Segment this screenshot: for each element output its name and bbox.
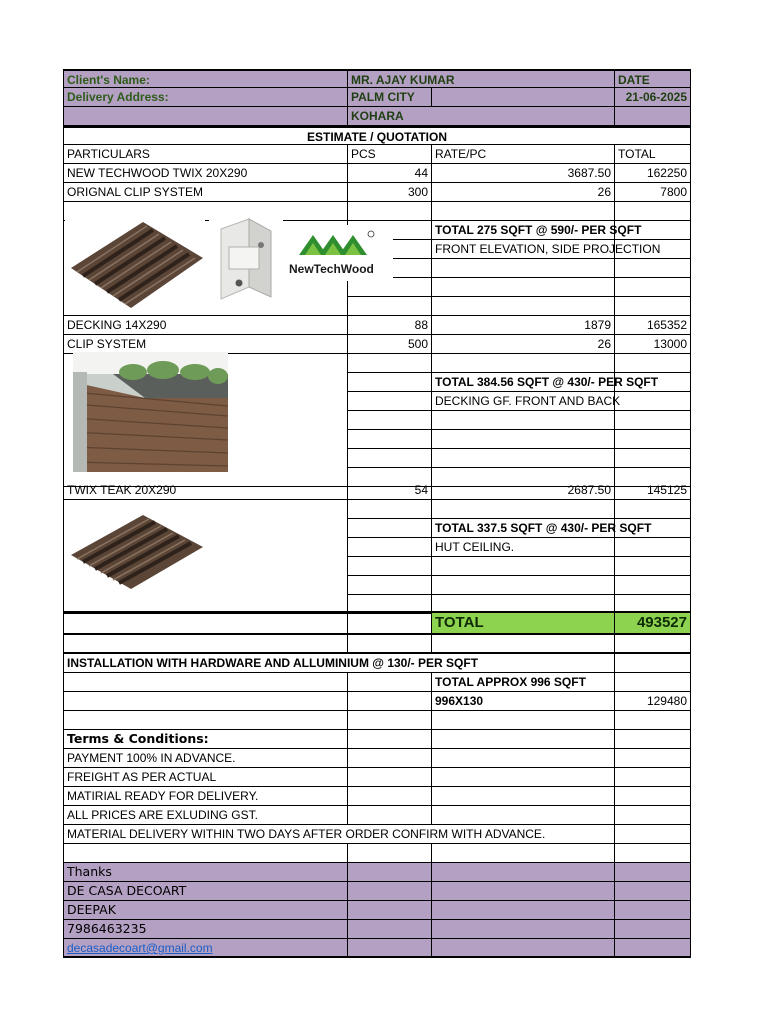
email-link[interactable]: decasadecoart@gmail.com	[67, 941, 213, 955]
table-row	[63, 164, 691, 183]
empty-cell	[348, 611, 432, 635]
empty-cell	[432, 749, 615, 768]
empty-cell	[63, 711, 348, 730]
installation-amount: 129480	[615, 692, 691, 711]
terms-heading: Terms & Conditions:	[63, 730, 348, 749]
empty-cell	[615, 787, 691, 806]
empty-cell	[615, 939, 691, 958]
empty-cell	[348, 557, 432, 576]
note-total-1: TOTAL 275 SQFT @ 590/- PER SQFT	[432, 221, 615, 240]
item-rate: 3687.50	[432, 164, 615, 183]
empty-cell	[432, 882, 615, 901]
table-row	[63, 844, 691, 863]
empty-cell	[63, 611, 348, 635]
footer-row	[63, 882, 691, 901]
item-total: 162250	[615, 164, 691, 183]
empty-cell	[348, 538, 432, 557]
empty-cell	[348, 297, 432, 316]
empty-cell	[348, 768, 432, 787]
empty-cell	[432, 711, 615, 730]
empty-cell	[432, 806, 615, 825]
terms-line: ALL PRICES ARE EXLUDING GST.	[63, 806, 348, 825]
grand-total-value: 493527	[615, 611, 691, 635]
client-value: MR. AJAY KUMAR	[348, 69, 615, 88]
footer-person: DEEPAK	[63, 901, 348, 920]
empty-cell	[63, 673, 348, 692]
empty-cell	[432, 500, 615, 519]
empty-cell	[432, 635, 615, 654]
note-total-2: TOTAL 384.56 SQFT @ 430/- PER SQFT	[432, 373, 615, 392]
empty-cell	[615, 221, 691, 240]
empty-cell	[432, 354, 615, 373]
item-total: 145125	[615, 481, 691, 500]
empty-cell	[348, 939, 432, 958]
note-desc-1: FRONT ELEVATION, SIDE PROJECTION	[432, 240, 615, 259]
note-desc-2: DECKING GF. FRONT AND BACK	[432, 392, 615, 411]
col-pcs: PCS	[348, 145, 432, 164]
empty-cell	[348, 430, 432, 449]
item-pcs: 500	[348, 335, 432, 354]
empty-cell	[615, 500, 691, 519]
empty-cell	[615, 825, 691, 844]
empty-cell	[63, 692, 348, 711]
footer-phone: 7986463235	[63, 920, 348, 939]
delivery-label: Delivery Address:	[63, 88, 348, 107]
empty-cell	[348, 901, 432, 920]
note-total-3: TOTAL 337.5 SQFT @ 430/- PER SQFT	[432, 519, 615, 538]
empty-cell	[615, 519, 691, 538]
empty-cell	[615, 392, 691, 411]
terms-line: MATIRIAL READY FOR DELIVERY.	[63, 787, 348, 806]
header-row-client	[63, 69, 691, 88]
empty-cell	[615, 373, 691, 392]
empty-cell	[348, 787, 432, 806]
empty-cell	[348, 692, 432, 711]
empty-cell	[348, 392, 432, 411]
empty-cell	[348, 519, 432, 538]
installation-line: INSTALLATION WITH HARDWARE AND ALLUMINIUM @ 130/- PER SQFT	[63, 654, 615, 673]
empty-cell	[348, 373, 432, 392]
empty-cell	[348, 730, 432, 749]
terms-row	[63, 806, 691, 825]
note-desc-3: HUT CEILING.	[432, 538, 615, 557]
grand-total-row	[63, 611, 691, 635]
empty-cell	[615, 863, 691, 882]
terms-row	[63, 768, 691, 787]
empty-cell	[615, 297, 691, 316]
empty-cell	[615, 901, 691, 920]
empty-cell	[348, 576, 432, 595]
terms-heading-row	[63, 730, 691, 749]
installation-row	[63, 673, 691, 692]
empty-cell	[348, 711, 432, 730]
empty-cell	[432, 411, 615, 430]
empty-cell	[63, 107, 348, 126]
empty-cell	[348, 635, 432, 654]
empty-cell	[615, 354, 691, 373]
empty-cell	[432, 863, 615, 882]
empty-cell	[348, 806, 432, 825]
clip-image	[209, 217, 283, 307]
empty-cell	[615, 259, 691, 278]
logo-mark-icon	[285, 225, 393, 265]
empty-cell	[432, 430, 615, 449]
empty-cell	[348, 863, 432, 882]
terms-row	[63, 787, 691, 806]
empty-cell	[432, 901, 615, 920]
empty-cell	[432, 202, 615, 221]
table-row	[63, 481, 691, 500]
empty-cell	[63, 844, 348, 863]
empty-cell	[348, 749, 432, 768]
empty-cell	[432, 787, 615, 806]
footer-row	[63, 901, 691, 920]
column-header-row	[63, 145, 691, 164]
item-rate: 26	[432, 183, 615, 202]
document-title: ESTIMATE / QUOTATION	[63, 126, 691, 145]
table-row	[63, 711, 691, 730]
header-row-address2	[63, 107, 691, 126]
item-pcs: 88	[348, 316, 432, 335]
empty-cell	[348, 500, 432, 519]
terms-row	[63, 749, 691, 768]
empty-cell	[432, 259, 615, 278]
empty-cell	[615, 411, 691, 430]
empty-cell	[615, 654, 691, 673]
item-name: CLIP SYSTEM	[63, 335, 348, 354]
terms-line: MATERIAL DELIVERY WITHIN TWO DAYS AFTER ORDER CONFIRM WITH ADVANCE.	[63, 825, 615, 844]
item-rate: 2687.50	[432, 481, 615, 500]
installation-row	[63, 692, 691, 711]
address-line-1: PALM CITY	[348, 88, 432, 107]
terms-line: PAYMENT 100% IN ADVANCE.	[63, 749, 348, 768]
footer-email-cell	[63, 939, 348, 958]
col-rate: RATE/PC	[432, 145, 615, 164]
item-total: 13000	[615, 335, 691, 354]
empty-cell	[615, 920, 691, 939]
empty-cell	[432, 449, 615, 468]
empty-cell	[615, 240, 691, 259]
item-total: 7800	[615, 183, 691, 202]
date-value: 21-06-2025	[615, 88, 691, 107]
grand-total-label: TOTAL	[432, 611, 615, 635]
deck-photo	[73, 352, 228, 472]
empty-cell	[615, 768, 691, 787]
empty-cell	[432, 278, 615, 297]
empty-cell	[615, 278, 691, 297]
empty-cell	[615, 576, 691, 595]
item-pcs: 54	[348, 481, 432, 500]
item-name: NEW TECHWOOD TWIX 20X290	[63, 164, 348, 183]
empty-cell	[348, 673, 432, 692]
empty-cell	[432, 939, 615, 958]
footer-thanks: Thanks	[63, 863, 348, 882]
empty-cell	[348, 202, 432, 221]
empty-cell	[615, 730, 691, 749]
table-row	[63, 183, 691, 202]
newtechwood-logo	[285, 225, 393, 281]
empty-cell	[432, 297, 615, 316]
empty-cell	[615, 538, 691, 557]
empty-cell	[348, 354, 432, 373]
empty-cell	[432, 88, 615, 107]
item-name: ORIGNAL CLIP SYSTEM	[63, 183, 348, 202]
empty-cell	[615, 557, 691, 576]
title-row	[63, 126, 691, 145]
date-label: DATE	[615, 69, 691, 88]
client-label: Client's Name:	[63, 69, 348, 88]
empty-cell	[615, 844, 691, 863]
empty-cell	[432, 557, 615, 576]
item-total: 165352	[615, 316, 691, 335]
empty-cell	[432, 920, 615, 939]
col-total: TOTAL	[615, 145, 691, 164]
empty-cell	[432, 576, 615, 595]
empty-cell	[615, 711, 691, 730]
item-name: DECKING 14X290	[63, 316, 348, 335]
table-row	[63, 635, 691, 654]
empty-cell	[432, 844, 615, 863]
installation-calc: 996X130	[432, 692, 615, 711]
item-rate: 26	[432, 335, 615, 354]
empty-cell	[348, 882, 432, 901]
table-row	[63, 316, 691, 335]
col-particulars: PARTICULARS	[63, 145, 348, 164]
item-name: TWIX TEAK 20X290	[63, 481, 348, 500]
empty-cell	[615, 673, 691, 692]
empty-cell	[615, 449, 691, 468]
empty-cell	[615, 749, 691, 768]
empty-cell	[348, 449, 432, 468]
empty-cell	[63, 635, 348, 654]
logo-text: NewTechWood	[289, 262, 374, 276]
terms-row	[63, 825, 691, 844]
item-rate: 1879	[432, 316, 615, 335]
teak-panel-image	[67, 511, 207, 595]
empty-cell	[432, 768, 615, 787]
address-line-2: KOHARA	[348, 107, 615, 126]
footer-row	[63, 939, 691, 958]
installation-approx: TOTAL APPROX 996 SQFT	[432, 673, 615, 692]
empty-cell	[348, 844, 432, 863]
empty-cell	[615, 107, 691, 126]
empty-cell	[348, 411, 432, 430]
footer-company: DE CASA DECOART	[63, 882, 348, 901]
item-pcs: 300	[348, 183, 432, 202]
empty-cell	[348, 920, 432, 939]
empty-cell	[432, 730, 615, 749]
empty-cell	[615, 635, 691, 654]
empty-cell	[615, 430, 691, 449]
empty-cell	[615, 806, 691, 825]
footer-row	[63, 920, 691, 939]
footer-row	[63, 863, 691, 882]
empty-cell	[615, 202, 691, 221]
empty-cell	[615, 882, 691, 901]
wall-panel-image	[65, 216, 205, 314]
item-pcs: 44	[348, 164, 432, 183]
header-row-address	[63, 88, 691, 107]
installation-row	[63, 654, 691, 673]
terms-line: FREIGHT AS PER ACTUAL	[63, 768, 348, 787]
